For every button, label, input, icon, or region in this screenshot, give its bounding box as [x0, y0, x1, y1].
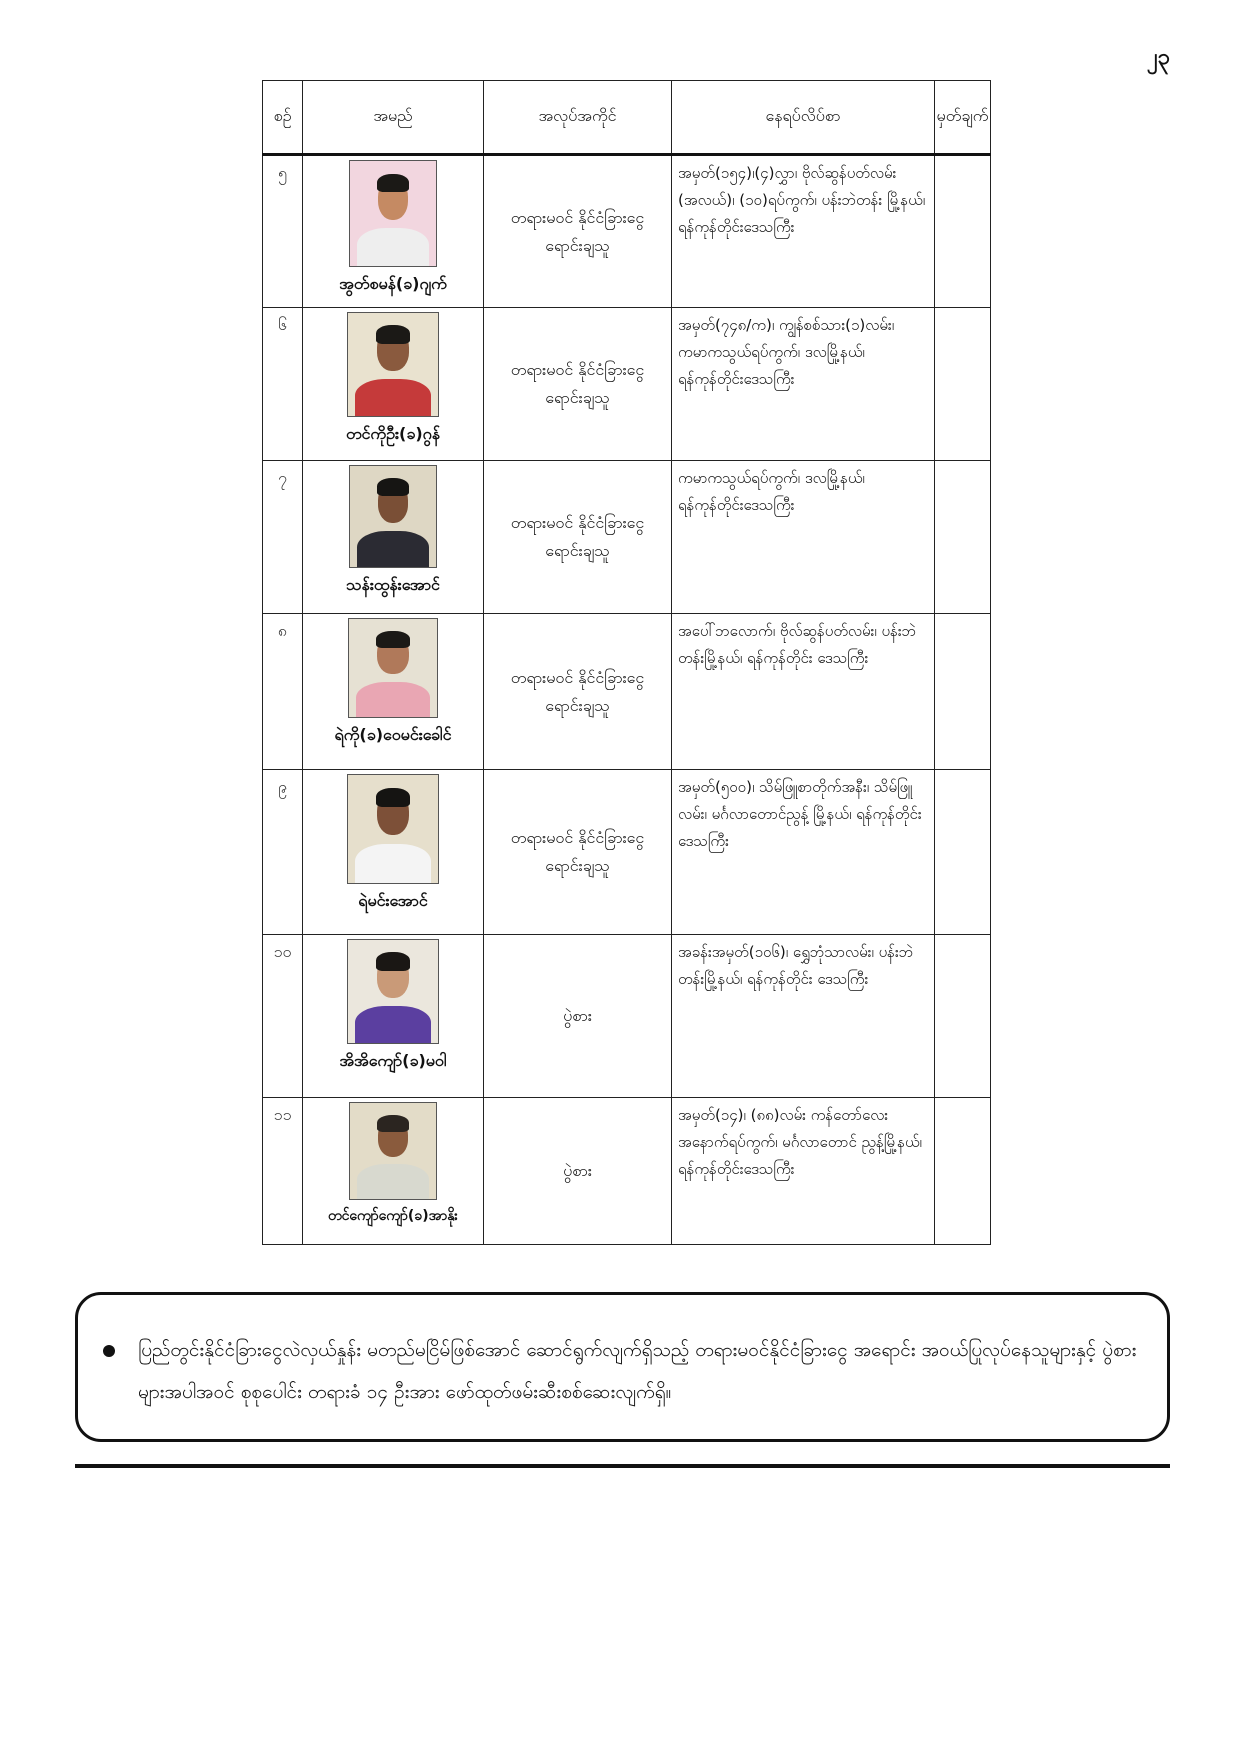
address-cell: အမှတ်(၁၄)၊ (၈၈)လမ်း ကန်တော်လေး အနောက်ရပ်ကွက်၊ မင်္ဂလာတောင် ညွန့်မြို့နယ်၊ရန်ကုန်တိုင်းဒေသကြီး [672, 1098, 935, 1245]
person-cell [303, 155, 484, 308]
occupation-cell: တရားမဝင် နိုင်ငံခြားငွေ ရောင်းချသူ [484, 308, 672, 461]
remark-cell [935, 770, 991, 935]
person-photo [347, 774, 439, 884]
suspect-table [262, 80, 991, 1245]
person-photo [349, 160, 437, 267]
person-name: တင်ကိုဦး(ခ)ဂွန် [345, 424, 441, 443]
row-number: ၁၀ [263, 935, 303, 1098]
header-remark: မှတ်ချက် [935, 81, 991, 155]
remark-cell [935, 461, 991, 614]
header-address: နေရပ်လိပ်စာ [672, 81, 935, 155]
remark-cell [935, 308, 991, 461]
page-number: ၂၃ [1146, 45, 1170, 70]
person-photo [347, 312, 439, 417]
table-header-row [263, 81, 991, 155]
person-photo [349, 1102, 437, 1200]
address-cell: အမှတ်(၅၀၀)၊ သိမ်ဖြူစာတိုက်အနီး၊ သိမ်ဖြူလမ်း၊ မင်္ဂလာတောင်ညွန့် မြို့နယ်၊ ရန်ကုန်တိုင်းဒေသကြီး [672, 770, 935, 935]
divider [75, 1464, 1170, 1468]
bullet-icon [103, 1345, 115, 1357]
header-occupation: အလုပ်အကိုင် [484, 81, 672, 155]
summary-box [75, 1292, 1170, 1442]
person-name: ရဲကို(ခ)ဝေမင်းခေါင် [334, 725, 452, 744]
person-name: ရဲမင်းအောင် [358, 891, 428, 910]
remark-cell [935, 614, 991, 770]
table-row [263, 308, 991, 461]
address-cell: ကမာကသွယ်ရပ်ကွက်၊ ဒလမြို့နယ်၊ ရန်ကုန်တိုင်းဒေသကြီး [672, 461, 935, 614]
header-name: အမည် [303, 81, 484, 155]
person-cell [303, 935, 484, 1098]
person-photo [348, 618, 438, 718]
row-number: ၆ [263, 308, 303, 461]
remark-cell [935, 935, 991, 1098]
person-cell [303, 461, 484, 614]
person-name: အိအိကျော်(ခ)မဝါ [339, 1051, 447, 1070]
occupation-cell: တရားမဝင် နိုင်ငံခြားငွေ ရောင်းချသူ [484, 614, 672, 770]
person-cell [303, 770, 484, 935]
table-row [263, 935, 991, 1098]
person-cell [303, 614, 484, 770]
person-name: တင်ကျော်ကျော်(ခ)အာနိုး [327, 1208, 458, 1224]
address-cell: အမှတ်(၇၄၈/က)၊ ကျွန်စစ်သား(၁)လမ်း၊ ကမာကသွယ်ရပ်ကွက်၊ ဒလမြို့နယ်၊ ရန်ကုန်တိုင်းဒေသကြီး [672, 308, 935, 461]
person-photo [349, 465, 437, 568]
occupation-cell: ပွဲစား [484, 1098, 672, 1245]
row-number: ၅ [263, 155, 303, 308]
person-name: အွတ်စမန်(ခ)ဂျက် [339, 274, 447, 293]
remark-cell [935, 1098, 991, 1245]
person-cell [303, 308, 484, 461]
summary-text: ပြည်တွင်းနိုင်ငံခြားငွေလဲလှယ်နှုန်း မတည်မငြိမ်ဖြစ်အောင် ဆောင်ရွက်လျက်ရှိသည့် တရားမဝင်နိုင်ငံခြားငွေ အရောင်း အဝယ်ပြုလုပ်နေသူများနှင့် ပွဲစားများအပါအဝင် စုစုပေါင်း တရားခံ ၁၄ ဦးအား ဖော်ထုတ်ဖမ်းဆီးစစ်ဆေးလျက်ရှိ။ [138, 1339, 1137, 1403]
occupation-cell: တရားမဝင် နိုင်ငံခြားငွေ ရောင်းချသူ [484, 461, 672, 614]
occupation-cell: တရားမဝင် နိုင်ငံခြားငွေ ရောင်းချသူ [484, 770, 672, 935]
table-row [263, 461, 991, 614]
occupation-cell: ပွဲစား [484, 935, 672, 1098]
table-row [263, 1098, 991, 1245]
person-cell [303, 1098, 484, 1245]
header-no: စဉ် [263, 81, 303, 155]
row-number: ၁၁ [263, 1098, 303, 1245]
row-number: ၈ [263, 614, 303, 770]
person-name: သန်းထွန်းအောင် [346, 575, 440, 594]
address-cell: အပေါ်ဘလောက်၊ ဗိုလ်ဆွန်ပတ်လမ်း၊ ပန်းဘဲတန်းမြို့နယ်၊ ရန်ကုန်တိုင်း ဒေသကြီး [672, 614, 935, 770]
occupation-cell: တရားမဝင် နိုင်ငံခြားငွေ ရောင်းချသူ [484, 155, 672, 308]
table-row [263, 155, 991, 308]
row-number: ၇ [263, 461, 303, 614]
address-cell: အမှတ်(၁၅၄)၊(၄)လွှာ၊ ဗိုလ်ဆွန်ပတ်လမ်း (အလယ်)၊ (၁၀)ရပ်ကွက်၊ ပန်းဘဲတန်း မြို့နယ်၊ ရန်ကုန်တိုင်းဒေသကြီး [672, 155, 935, 308]
table-row [263, 614, 991, 770]
address-cell: အခန်းအမှတ်(၁၀၆)၊ ရွှေဘုံသာလမ်း၊ ပန်းဘဲတန်းမြို့နယ်၊ ရန်ကုန်တိုင်း ဒေသကြီး [672, 935, 935, 1098]
row-number: ၉ [263, 770, 303, 935]
table-row [263, 770, 991, 935]
person-photo [347, 939, 439, 1044]
remark-cell [935, 155, 991, 308]
